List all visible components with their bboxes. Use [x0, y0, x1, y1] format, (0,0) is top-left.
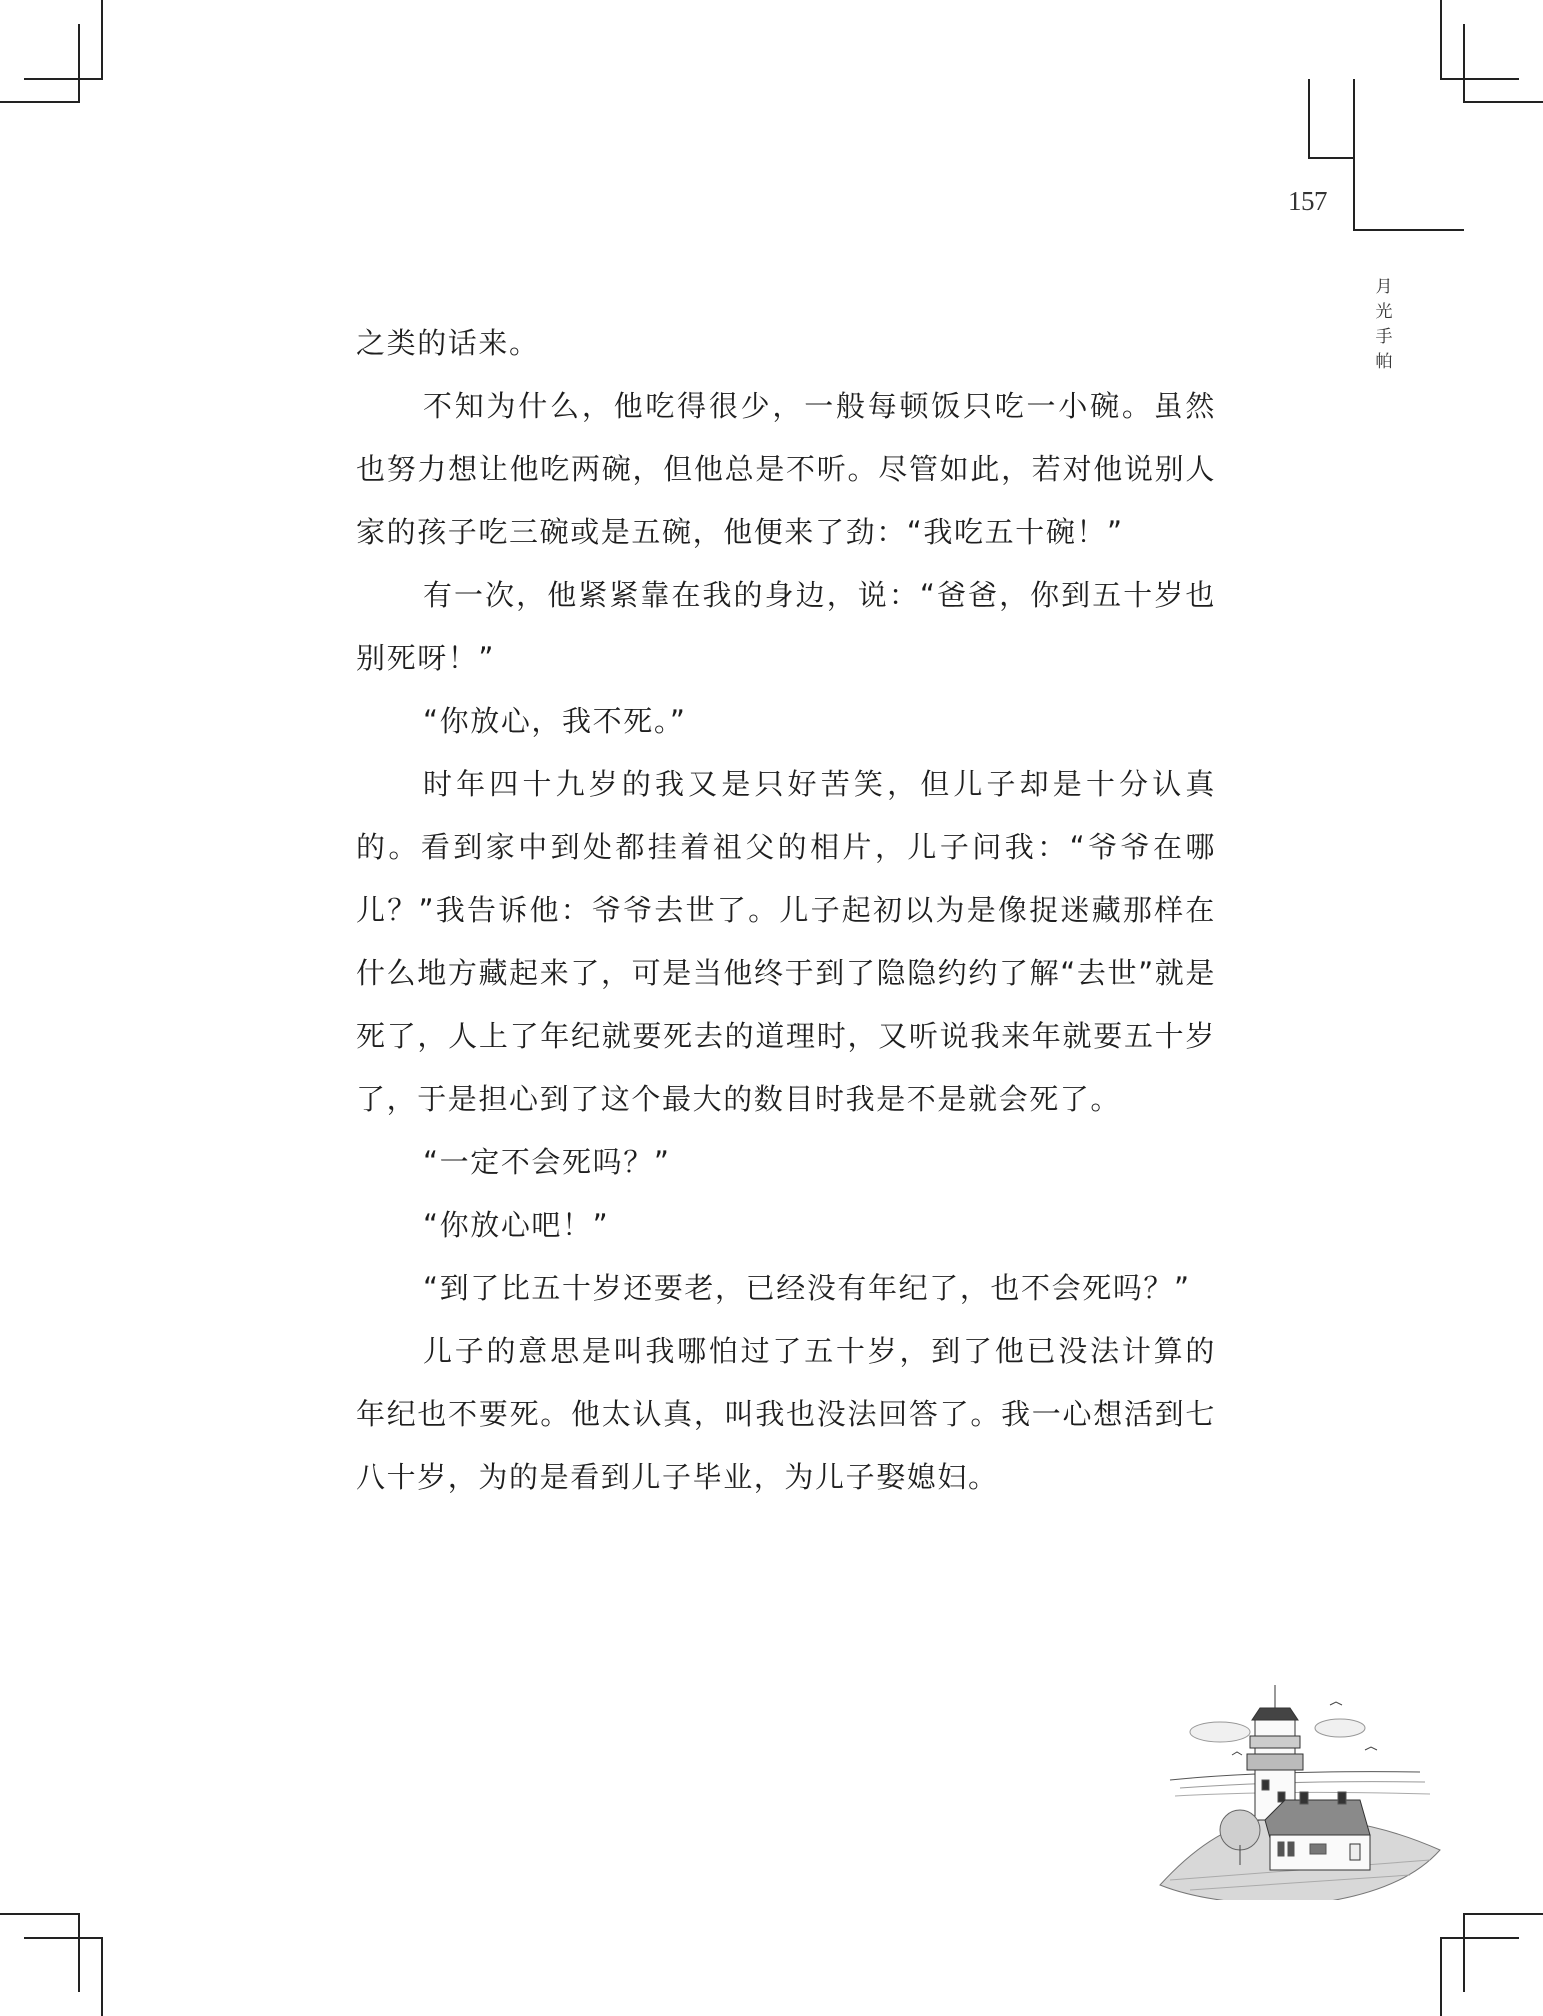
- running-title-char: 光: [1375, 302, 1393, 322]
- running-title-char: 月: [1375, 277, 1393, 297]
- body-text: [356, 312, 1216, 1509]
- paragraph: “一定不会死吗？”: [423, 1145, 671, 1179]
- paragraph: “到了比五十岁还要老，已经没有年纪了，也不会死吗？”: [423, 1271, 1191, 1305]
- running-title-char: 帕: [1375, 352, 1393, 372]
- paragraph: 儿子的意思是叫我哪怕过了五十岁，到了他已没法计算的年纪也不要死。他太认真，叫我也没法回答了。我一心想活到七八十岁，为的是看到儿子毕业，为儿子娶媳妇。: [356, 1334, 1216, 1494]
- paragraph: 不知为什么，他吃得很少，一般每顿饭只吃一小碗。虽然也努力想让他吃两碗，但他总是不听。尽管如此，若对他说别人家的孩子吃三碗或是五碗，他便来了劲：“我吃五十碗！”: [356, 389, 1216, 549]
- paragraph: “你放心吧！”: [423, 1208, 610, 1242]
- paragraph: 之类的话来。: [356, 326, 540, 360]
- running-title-char: 手: [1375, 327, 1393, 347]
- running-title: [1374, 275, 1394, 375]
- lighthouse-illustration: [1150, 1660, 1490, 1900]
- paragraph: 有一次，他紧紧靠在我的身边，说：“爸爸，你到五十岁也别死呀！”: [356, 578, 1216, 675]
- paragraph: 时年四十九岁的我又是只好苦笑，但儿子却是十分认真的。看到家中到处都挂着祖父的相片，儿子问我：“爷爷在哪儿？”我告诉他：爷爷去世了。儿子起初以为是像捉迷藏那样在什么地方藏起来了，可是当他终于到了隐隐约约了解“去世”就是死了，人上了年纪就要死去的道理时，又听说我来年就要五十岁了，于是担心到了这个最大的数目时我是不是就会死了。: [356, 767, 1216, 1116]
- page-number: 157: [1288, 186, 1327, 216]
- paragraph: “你放心，我不死。”: [423, 704, 687, 738]
